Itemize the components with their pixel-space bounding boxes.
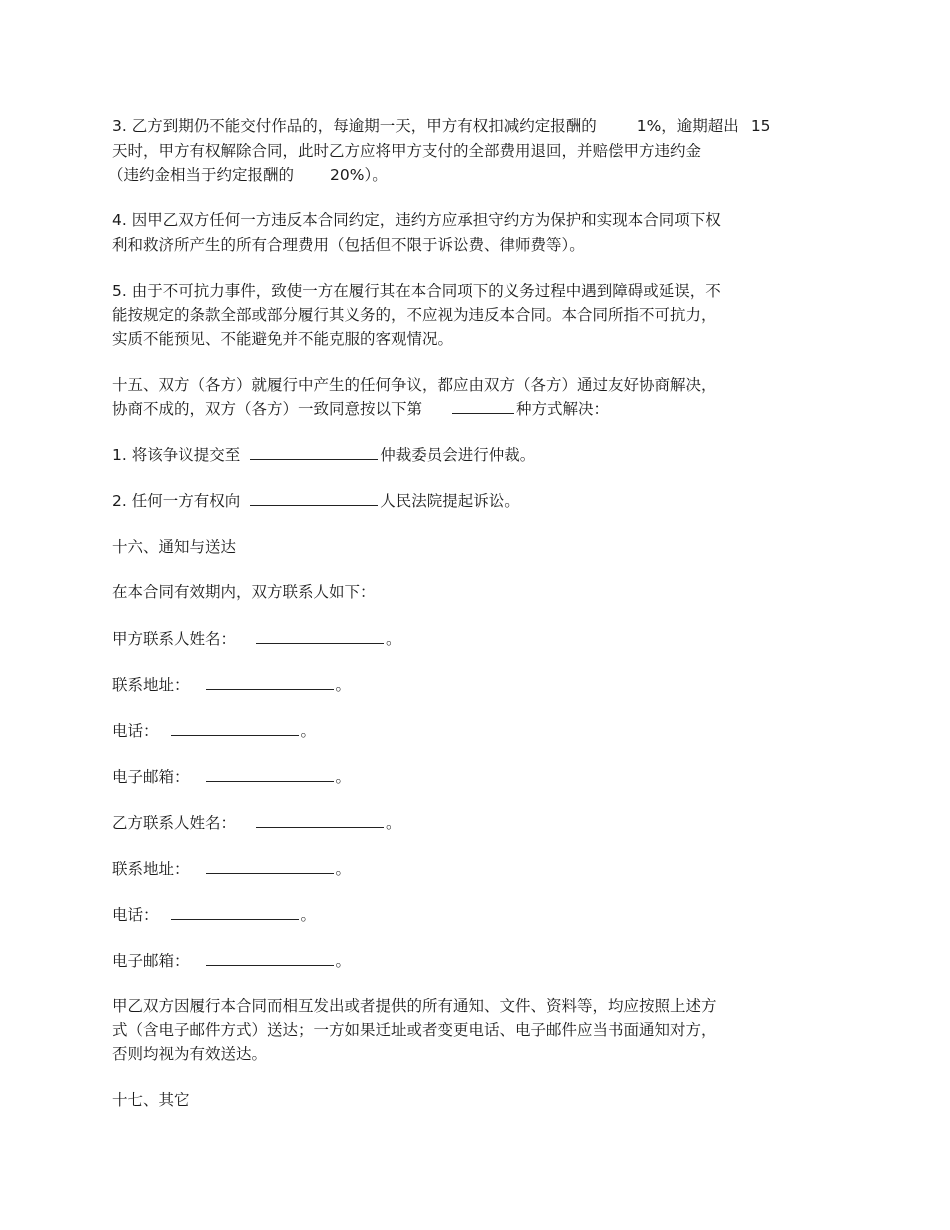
party-b-phone-label: 电话： [112, 906, 159, 924]
party-b-address-row [112, 858, 351, 880]
clause3-penalty-text: （违约金相当于约定报酬的 [108, 166, 295, 184]
party-a-phone-blank[interactable] [171, 721, 299, 736]
party-b-address-label: 联系地址： [112, 860, 190, 878]
party-a-name-row [112, 628, 402, 650]
period: 。 [335, 768, 352, 786]
period: 。 [335, 860, 352, 878]
clause3-text: 3. 乙方到期仍不能交付作品的，每逾期一天，甲方有权扣减约定报酬的 [112, 117, 597, 135]
party-b-name-label: 乙方联系人姓名： [112, 814, 237, 832]
court-blank[interactable] [250, 491, 378, 506]
clause5-line1: 5. 由于不可抗力事件，致使一方在履行其在本合同项下的义务过程中遇到障碍或延误，不 [112, 282, 721, 300]
option1-line [112, 444, 535, 466]
period: 。 [386, 814, 402, 832]
party-a-phone-row [112, 720, 316, 742]
party-b-email-row [112, 950, 351, 972]
section15-choice-suffix: 种方式解决： [516, 400, 610, 418]
section16-closing-line2: 式（含电子邮件方式）送达；一方如果迁址或者变更电话、电子邮件应当书面通知对方， [112, 1021, 717, 1039]
section15-choice-text: 协商不成的，双方（各方）一致同意按以下第 [112, 400, 423, 418]
party-a-address-label: 联系地址： [112, 676, 190, 694]
party-b-name-blank[interactable] [256, 813, 384, 828]
period: 。 [335, 676, 352, 694]
section16-closing-line3: 否则均视为有效送达。 [112, 1045, 268, 1063]
clause3-line1 [112, 115, 771, 137]
clause3-line3 [108, 164, 388, 186]
option2-line [112, 490, 520, 512]
section17-title: 十七、其它 [112, 1091, 190, 1109]
section16-title: 十六、通知与送达 [112, 538, 237, 556]
clause5-line3: 实质不能预见、不能避免并不能克服的客观情况。 [112, 330, 454, 348]
party-a-address-blank[interactable] [206, 675, 334, 690]
clause4-line2: 利和救济所产生的所有合理费用（包括但不限于诉讼费、律师费等）。 [112, 236, 585, 254]
party-a-email-blank[interactable] [206, 767, 334, 782]
party-a-phone-label: 电话： [112, 722, 159, 740]
party-a-name-label: 甲方联系人姓名： [112, 630, 237, 648]
section16-intro: 在本合同有效期内，双方联系人如下： [112, 583, 376, 601]
option1-prefix: 1. 将该争议提交至 [112, 446, 241, 464]
party-b-phone-row [112, 904, 316, 926]
period: 。 [386, 630, 402, 648]
arbitration-blank[interactable] [250, 445, 378, 460]
party-a-address-row [112, 674, 351, 696]
party-b-name-row [112, 812, 402, 834]
clause3-percent: 1%，逾期超出 [636, 117, 739, 135]
party-a-name-blank[interactable] [256, 629, 384, 644]
section16-closing-line1: 甲乙双方因履行本合同而相互发出或者提供的所有通知、文件、资料等，均应按照上述方 [112, 997, 717, 1015]
clause4-line1: 4. 因甲乙双方任何一方违反本合同约定，违约方应承担守约方为保护和实现本合同项下权 [112, 211, 721, 229]
party-a-email-label: 电子邮箱： [112, 768, 190, 786]
period: 。 [300, 722, 317, 740]
party-b-email-blank[interactable] [206, 951, 334, 966]
party-b-address-blank[interactable] [206, 859, 334, 874]
party-a-email-row [112, 766, 351, 788]
section15-line2 [112, 398, 609, 420]
clause3-days: 15 [750, 117, 771, 135]
clause3-penalty-rate: 20%）。 [330, 166, 388, 184]
party-b-email-label: 电子邮箱： [112, 952, 190, 970]
period: 。 [300, 906, 317, 924]
option2-prefix: 2. 任何一方有权向 [112, 492, 241, 510]
option1-suffix: 仲裁委员会进行仲裁。 [380, 446, 536, 464]
clause3-line2: 天时，甲方有权解除合同，此时乙方应将甲方支付的全部费用退回，并赔偿甲方违约金 [112, 142, 702, 160]
option2-suffix: 人民法院提起诉讼。 [380, 492, 520, 510]
section15-line1: 十五、双方（各方）就履行中产生的任何争议，都应由双方（各方）通过友好协商解决， [112, 376, 717, 394]
period: 。 [335, 952, 352, 970]
party-b-phone-blank[interactable] [171, 905, 299, 920]
clause5-line2: 能按规定的条款全部或部分履行其义务的，不应视为违反本合同。本合同所指不可抗力， [112, 306, 717, 324]
choice-number-blank[interactable] [452, 399, 514, 414]
